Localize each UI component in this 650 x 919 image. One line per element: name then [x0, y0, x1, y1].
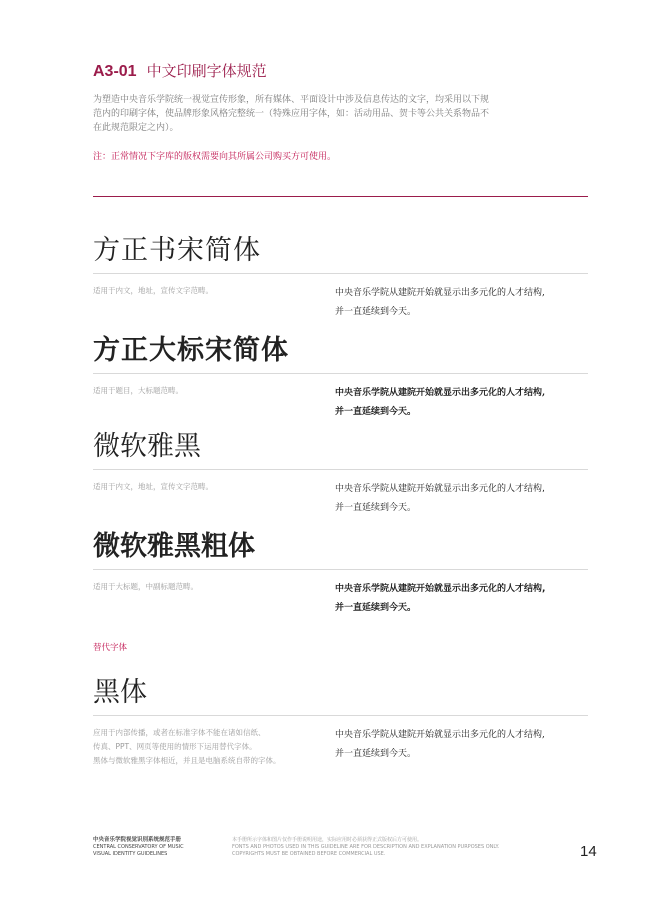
font-sample-line: 并一直延续到今天。: [335, 307, 417, 317]
section-title-text: 中文印刷字体规范: [146, 62, 267, 80]
font-sample-line: 中央音乐学院从建院开始就显示出多元化的人才结构,: [335, 484, 545, 494]
font-sample-line: 并一直延续到今天。: [335, 749, 417, 759]
font-name: 黑体: [93, 677, 147, 708]
footer-copyright-cn: 本手册所示字体和图片仅作手册说明用途，实际应用时必须获得正式版权后方可使用。: [232, 837, 423, 843]
font-divider: [93, 469, 588, 470]
font-spec-heiti: [93, 675, 588, 768]
font-sample-line: 中央音乐学院从建院开始就显示出多元化的人才结构,: [335, 730, 545, 740]
page-number: 14: [580, 843, 597, 860]
font-spec-fangzheng-shusong: [93, 233, 588, 322]
alternate-font-label: 替代字体: [93, 643, 128, 653]
font-sample-line: 中央音乐学院从建院开始就显示出多元化的人才结构,: [335, 584, 546, 594]
footer-manual-en: VISUAL IDENTITY GUIDELINES: [93, 851, 168, 857]
font-usage-line: 应用于内部传播，或者在标准字体不能在诸如信纸、: [93, 728, 266, 737]
footer-manual-en: CENTRAL CONSERVATORY OF MUSIC: [93, 844, 184, 850]
font-spec-microsoft-yahei: [93, 429, 588, 518]
font-divider: [93, 715, 588, 716]
font-usage-line: 传真、PPT、网页等使用的情形下运用替代字体。: [93, 742, 257, 751]
font-name: 微软雅黑: [93, 431, 201, 462]
font-name: 微软雅黑粗体: [93, 531, 255, 562]
font-usage: 适用于内文，地址，宣传文字范畴。: [93, 286, 213, 295]
font-sample-line: 中央音乐学院从建院开始就显示出多元化的人才结构,: [335, 288, 545, 298]
section-title: [93, 60, 593, 81]
font-name: 方正大标宋简体: [93, 335, 289, 366]
font-sample: [335, 580, 545, 618]
font-divider: [93, 373, 588, 374]
font-divider: [93, 569, 588, 570]
footer-copyright-en: COPYRIGHTS MUST BE OBTAINED BEFORE COMMERCIAL USE.: [232, 851, 386, 857]
footer-copyright: [232, 837, 499, 858]
header-divider: [93, 196, 588, 197]
section-code: A3-01: [93, 63, 137, 80]
font-name: 方正书宋简体: [93, 235, 261, 266]
font-spec-fangzheng-dabiaosong: [93, 333, 588, 422]
font-usage-line: 黑体与微软雅黑字体相近，并且是电脑系统自带的字体。: [93, 756, 281, 765]
intro-paragraph: 为塑造中央音乐学院统一视觉宣传形象，所有媒体、平面设计中涉及信息传达的文字，均采用以下规范内的印刷字体，使品牌形象风格完整统一（特殊应用字体，如：活动用品、贺卡等公共关系物品不在此规范限定之内）。: [93, 95, 490, 133]
font-sample: [335, 384, 545, 422]
font-sample-line: 中央音乐学院从建院开始就显示出多元化的人才结构,: [335, 388, 546, 398]
font-sample-line: 并一直延续到今天。: [335, 503, 417, 513]
footer-copyright-en: FONTS AND PHOTOS USED IN THIS GUIDELINE ARE FOR DESCRIPTION AND EXPLANATION PURPOSES ONLY.: [232, 844, 500, 850]
font-sample: [335, 480, 545, 518]
copyright-note: 注：正常情况下字库的版权需要向其所属公司购买方可使用。: [93, 152, 337, 162]
font-usage: 适用于大标题，中副标题范畴。: [93, 582, 198, 591]
font-divider: [93, 273, 588, 274]
font-sample-line: 并一直延续到今天。: [335, 603, 417, 613]
footer-manual-cn: 中央音乐学院视觉识别系统规范手册: [93, 837, 182, 843]
font-usage: 适用于内文，地址，宣传文字范畴。: [93, 482, 213, 491]
font-usage: [93, 726, 335, 768]
font-sample-line: 并一直延续到今天。: [335, 407, 417, 417]
font-sample: [335, 726, 545, 768]
footer-manual-title: [93, 837, 184, 858]
font-usage: 适用于题目，大标题范畴。: [93, 386, 183, 395]
page-header: [93, 60, 593, 162]
font-spec-microsoft-yahei-bold: [93, 529, 588, 618]
font-sample: [335, 284, 545, 322]
